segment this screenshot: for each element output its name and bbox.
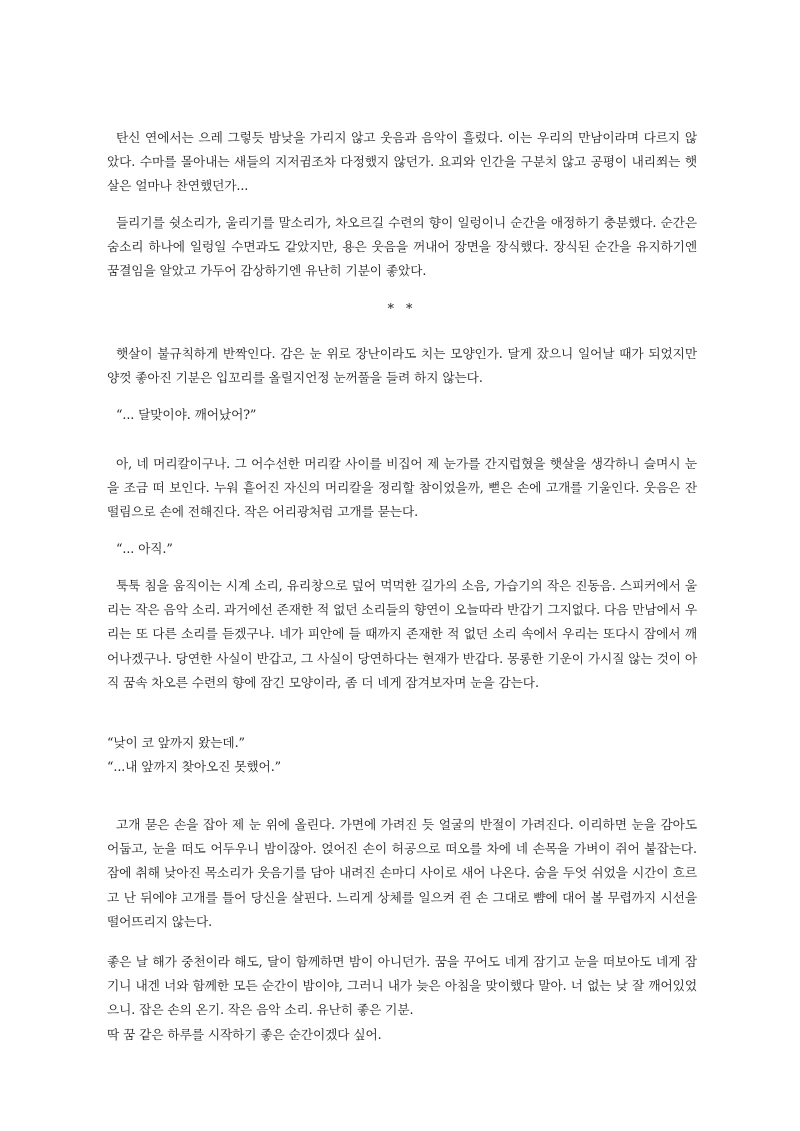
section-separator: * * bbox=[387, 301, 417, 316]
dialogue-1: “... 달맞이야. 깨어났어?” bbox=[116, 407, 257, 422]
dialogue-exchange bbox=[107, 731, 697, 779]
paragraph-2: 들리기를 쉿소리가, 울리기를 말소리가, 차오르길 수련의 향이 일렁이니 순간을 애정하기 충분했다. 순간은 숨소리 하나에 일렁일 수면과도 같았지만, 용은 웃음을 꺼내어 장면을 장식했다. 장식된 순간을 유지하기엔 꿈결임을 알았고 가두어 감상하기엔 유난히 기분이 좋았다. bbox=[107, 215, 697, 279]
dialogue-line-2: “...내 앞까지 찾아오진 못했어.” bbox=[107, 759, 282, 775]
dialogue-2: “... 아직.” bbox=[116, 541, 173, 556]
paragraph-5: 툭툭 침을 움직이는 시계 소리, 유리창으로 덮어 먹먹한 길가의 소음, 가습기의 작은 진동음. 스피커에서 울리는 작은 음악 소리. 과거에선 존재한 적 없던 소리들의 향연이 오늘따라 반갑기 그지없다. 다음 만남에서 우리는 또 다른 소리를 듣겠구나. 네가 피안에 들 때까지 존재한 적 없던 소리 속에서 우리는 또다시 잠에서 깨어나겠구나. 당연한 사실이 반갑고, 그 사실이 당연하다는 현재가 반갑다. 몽롱한 기운이 가시질 않는 것이 아직 꿈속 차오른 수련의 향에 잠긴 모양이라, 좀 더 네게 잠겨보자며 눈을 감는다. bbox=[107, 578, 697, 690]
dialogue-line-1: “낮이 코 앞까지 왔는데.” bbox=[107, 735, 245, 750]
final-line: 딱 꿈 같은 하루를 시작하기 좋은 순간이겠다 싶어. bbox=[107, 1026, 382, 1042]
paragraph-1: 탄신 연에서는 으레 그렇듯 밤낮을 가리지 않고 웃음과 음악이 흘렀다. 이는 우리의 만남이라며 다르지 않았다. 수마를 몰아내는 새들의 지저귐조차 다정했지 않던가. 요괴와 인간을 구분치 않고 공평이 내리쬐는 햇살은 얼마나 찬연했던가... bbox=[107, 130, 697, 194]
closing-block bbox=[107, 950, 697, 1047]
paragraph-4: 아, 네 머리칼이구나. 그 어수선한 머리칼 사이를 비집어 제 눈가를 간지럽혔을 햇살을 생각하니 슬며시 눈을 조금 떠 보인다. 누워 흩어진 자신의 머리칼을 정리할 참이었을까, 뻗은 손에 고개를 기울인다. 웃음은 잔떨림으로 손에 전해진다. 작은 어리광처럼 고개를 묻는다. bbox=[107, 456, 697, 520]
paragraph-6: 고개 묻은 손을 잡아 제 눈 위에 올린다. 가면에 가려진 듯 얼굴의 반절이 가려진다. 이리하면 눈을 감아도 어둡고, 눈을 떠도 어두우니 밤이잖아. 얹어진 손이 허공으로 떠오를 차에 네 손목을 가벼이 쥐어 붙잡는다. 잠에 취해 낮아진 목소리가 웃음기를 담아 내려진 손마디 사이로 새어 나온다. 숨을 두엇 쉬었을 시간이 흐르고 난 뒤에야 고개를 틀어 당신을 살핀다. 느리게 상체를 일으켜 쥔 손 그대로 뺨에 대어 볼 무렵까지 시선을 떨어뜨리지 않는다. bbox=[107, 817, 697, 929]
paragraph-3: 햇살이 불규칙하게 반짝인다. 감은 눈 위로 장난이라도 치는 모양인가. 달게 잤으니 일어날 때가 되었지만 양껏 좋아진 기분은 입꼬리를 올릴지언정 눈꺼풀을 들려 하지 않는다. bbox=[107, 346, 697, 386]
paragraph-7: 좋은 날 해가 중천이라 해도, 달이 함께하면 밤이 아니던가. 꿈을 꾸어도 네게 잠기고 눈을 떠보아도 네게 잠기니 내겐 너와 함께한 모든 순간이 밤이야, 그러니 내가 늦은 아침을 맞이했다 말아. 너 없는 낮 잘 깨어있었으니. 잡은 손의 온기. 작은 음악 소리. 유난히 좋은 기분. bbox=[107, 954, 697, 1018]
